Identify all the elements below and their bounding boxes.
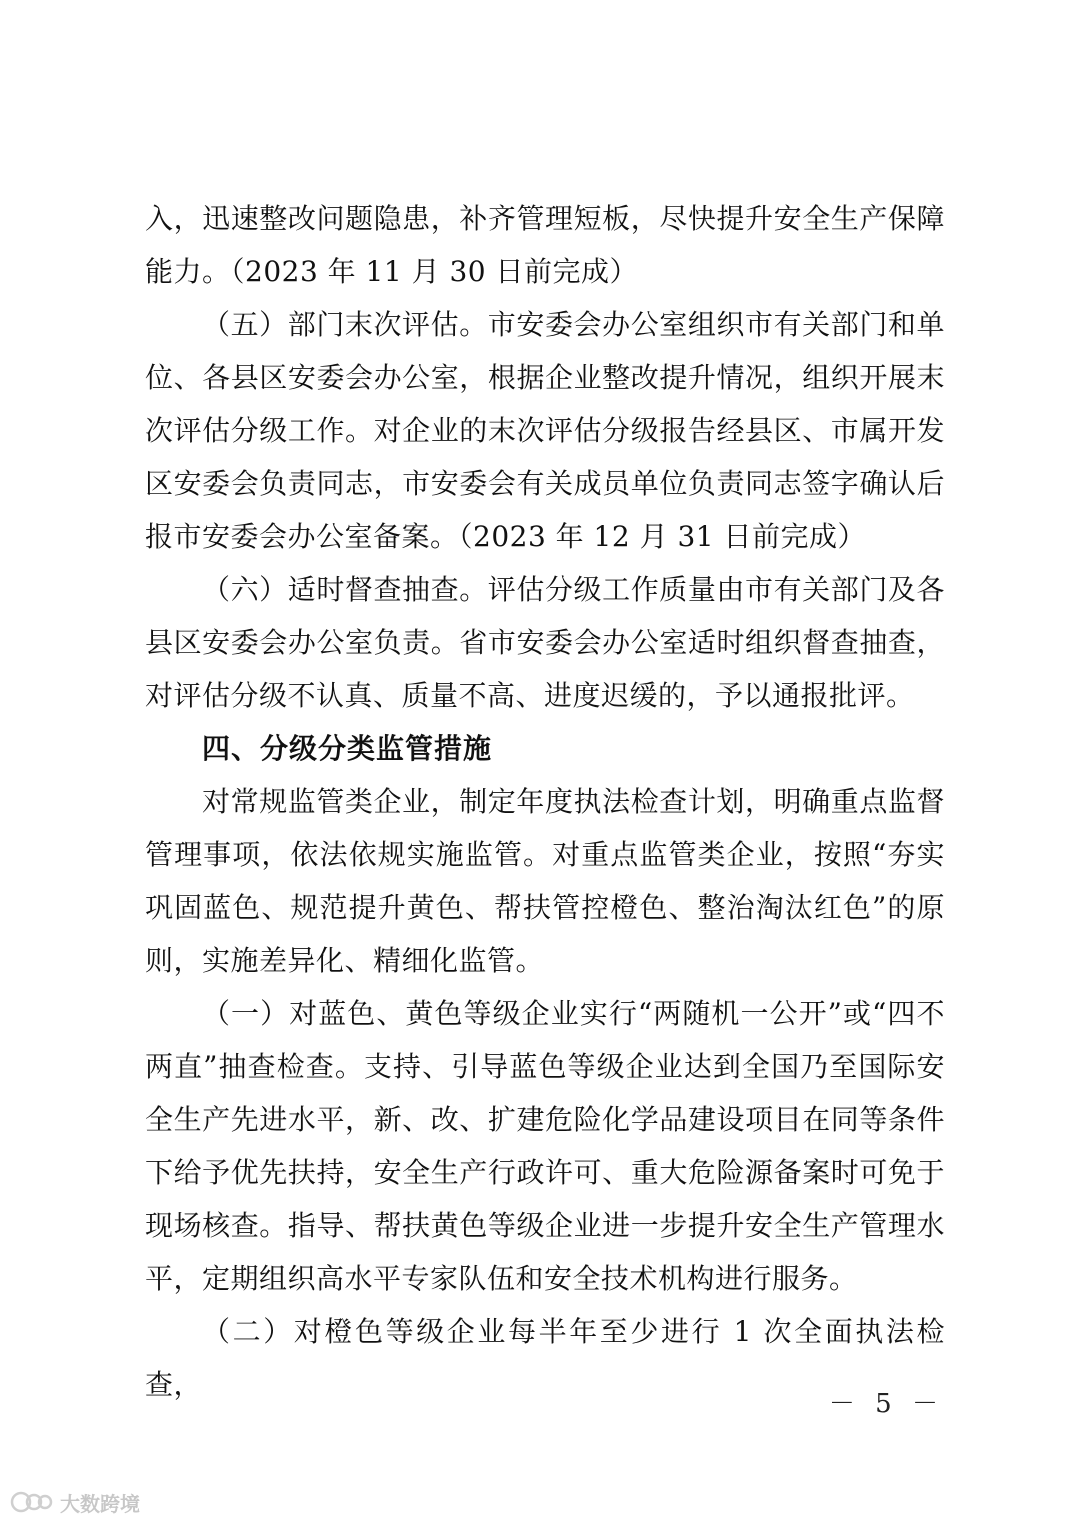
logo-icon [10, 1487, 54, 1517]
paragraph-blue-yellow-enterprises: （一）对蓝色、黄色等级企业实行“两随机一公开”或“四不两直”抽查检查。支持、引导蓝色等级企业达到全国乃至国际安全生产先进水平，新、改、扩建危险化学品建设项目在同等条件下给予优先扶持，安全生产行政许可、重大危险源备案时可免于现场核查。指导、帮扶黄色等级企业进一步提升安全生产管理水平，定期组织高水平专家队伍和安全技术机构进行服务。 [145, 997, 945, 1295]
watermark [10, 1486, 140, 1518]
paragraph-continuation: 入，迅速整改问题隐患，补齐管理短板，尽快提升安全生产保障能力。（2023 年 11 月 30 日前完成） [145, 202, 945, 288]
document-body [145, 192, 945, 1411]
section-heading: 四、分级分类监管措施 [202, 732, 493, 765]
watermark-text: 大数跨境 [60, 1491, 140, 1516]
paragraph-orange-enterprises: （二）对橙色等级企业每半年至少进行 1 次全面执法检查， [145, 1315, 945, 1401]
paragraph-timely-inspection: （六）适时督查抽查。评估分级工作质量由市有关部门及各县区安委会办公室负责。省市安委会办公室适时组织督查抽查，对评估分级不认真、质量不高、进度迟缓的，予以通报批评。 [145, 573, 945, 712]
paragraph-supervision-overview: 对常规监管类企业，制定年度执法检查计划，明确重点监督管理事项，依法依规实施监管。对重点监管类企业，按照“夯实巩固蓝色、规范提升黄色、帮扶管控橙色、整治淘汰红色”的原则，实施差异化、精细化监管。 [145, 785, 945, 977]
page-number: － 5 － [828, 1389, 944, 1419]
paragraph-department-final-evaluation: （五）部门末次评估。市安委会办公室组织市有关部门和单位、各县区安委会办公室，根据企业整改提升情况，组织开展末次评估分级工作。对企业的末次评估分级报告经县区、市属开发区安委会负责同志，市安委会有关成员单位负责同志签字确认后报市安委会办公室备案。（2023 年 12 月 31 日前完成） [145, 308, 945, 553]
